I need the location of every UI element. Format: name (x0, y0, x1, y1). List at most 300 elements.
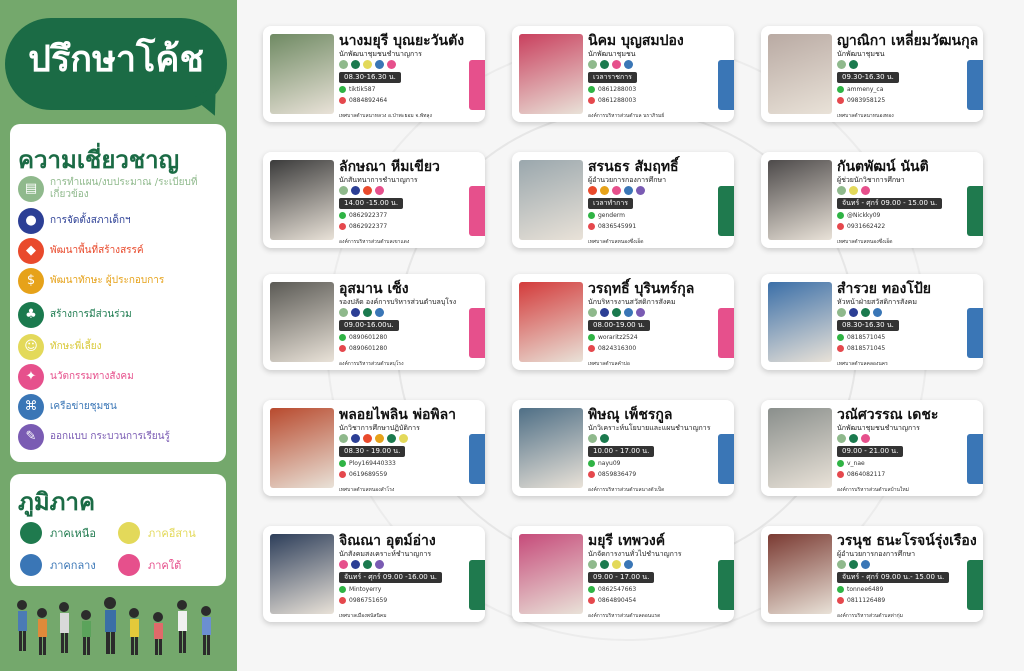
coin-icon: $ (18, 268, 44, 294)
skill-icon (339, 186, 348, 195)
phone-contact[interactable] (339, 97, 387, 104)
coach-organization: เทศบาลตำบลหนองซึ่งเอ็ด (588, 239, 644, 245)
space-icon: ◆ (18, 238, 44, 264)
coach-organization: เทศบาลเมืองพนัสนิคม (339, 613, 387, 619)
expertise-item (18, 364, 200, 390)
skill-icons (588, 560, 633, 569)
coach-photo (519, 282, 583, 362)
region-item (118, 554, 181, 576)
phone-number: 0864082117 (847, 471, 886, 478)
phone-icon (588, 471, 595, 478)
skill-icons (339, 434, 408, 443)
region-item (20, 522, 96, 544)
children-illustration (12, 593, 227, 665)
phone-number: 0862922377 (349, 223, 388, 230)
expertise-label: การจัดตั้งสภาเด็กฯ (50, 215, 131, 226)
region-item (118, 522, 196, 544)
line-contact[interactable] (339, 460, 396, 467)
expertise-legend (10, 124, 226, 462)
coach-card[interactable] (512, 526, 734, 622)
coach-grid (237, 0, 1024, 671)
coach-card[interactable] (512, 400, 734, 496)
phone-contact[interactable] (339, 471, 387, 478)
coach-organization: เทศบาลตำบลหนองซึ่งเอ็ด (837, 239, 893, 245)
phone-contact[interactable] (339, 597, 387, 604)
skill-icons (588, 186, 645, 195)
phone-number: 0824316300 (598, 345, 637, 352)
coach-position: นักบริหารงานสวัสดิการสังคม (588, 298, 676, 306)
skill-icons (837, 186, 870, 195)
coach-position: นักพัฒนาชุมชนชำนาญการ (339, 50, 422, 58)
phone-number: 0811126489 (847, 597, 886, 604)
phone-icon (837, 97, 844, 104)
coach-organization: องค์การบริหารส่วนตำบล นราภิรมย์ (588, 113, 665, 119)
phone-number: 0836545991 (598, 223, 637, 230)
phone-icon (837, 223, 844, 230)
skill-icon (849, 434, 858, 443)
skill-icons (837, 560, 870, 569)
office-hours: จันทร์ - ศุกร์ 09.00 -16.00 น. (339, 572, 442, 583)
coach-photo (768, 160, 832, 240)
line-id: 0818571045 (847, 334, 886, 341)
line-icon (339, 586, 346, 593)
region-dot-icon (20, 554, 42, 576)
phone-contact[interactable] (339, 223, 387, 230)
skill-icon (588, 60, 597, 69)
line-icon (588, 334, 595, 341)
coach-name: สรนธร สัมฤทธิ์ (588, 159, 679, 175)
skill-icons (339, 60, 396, 69)
expertise-label: พัฒนาทักษะ ผู้ประกอบการ (50, 275, 165, 286)
coach-photo (768, 282, 832, 362)
region-tab (469, 186, 485, 236)
coach-name: วรฤทธิ์ บุรินทร์กุล (588, 281, 695, 297)
region-label: ภาคกลาง (50, 559, 96, 572)
phone-icon (339, 223, 346, 230)
coach-card[interactable] (761, 26, 983, 122)
bulb-icon: ✦ (18, 364, 44, 390)
region-tab (967, 434, 983, 484)
office-hours: เวลาราชการ (588, 72, 637, 83)
phone-number: 0931662422 (847, 223, 886, 230)
office-hours: จันทร์ - ศุกร์ 09.00 น.- 15.00 น. (837, 572, 949, 583)
skill-icon (600, 186, 609, 195)
phone-contact[interactable] (837, 597, 885, 604)
coach-photo (270, 282, 334, 362)
coach-card[interactable] (512, 26, 734, 122)
coach-name: กันตพัฒน์ นันติ (837, 159, 929, 175)
region-tab (718, 186, 734, 236)
skill-icon (837, 186, 846, 195)
coach-card[interactable] (263, 526, 485, 622)
skill-icons (837, 60, 858, 69)
skill-icon (375, 434, 384, 443)
skill-icon (636, 186, 645, 195)
people-icon: ● (18, 208, 44, 234)
coach-organization: เทศบาลตำบลนาหนองทอง (837, 113, 894, 119)
region-dot-icon (20, 522, 42, 544)
skill-icon (588, 308, 597, 317)
line-id: v_nae (847, 460, 865, 467)
coach-organization: เทศบาลตำบลคลองนคร (837, 361, 888, 367)
line-contact[interactable] (588, 334, 638, 341)
skill-icons (339, 186, 384, 195)
line-icon (837, 460, 844, 467)
coach-card[interactable] (761, 400, 983, 496)
coach-position: นักสังคมสงเคราะห์ชำนาญการ (339, 550, 432, 558)
coach-card[interactable] (263, 274, 485, 370)
skill-icon (837, 60, 846, 69)
phone-contact[interactable] (837, 471, 885, 478)
coach-photo (270, 534, 334, 614)
line-contact[interactable] (837, 86, 883, 93)
coach-name: นิคม บุญสมปอง (588, 33, 684, 49)
skill-icon (351, 560, 360, 569)
coach-organization: เทศบาลตำบลคำบ่อ (588, 361, 630, 367)
line-contact[interactable] (588, 460, 620, 467)
phone-icon (339, 345, 346, 352)
skill-icons (339, 308, 384, 317)
coach-position: ผู้อำนวยการกองการศึกษา (588, 176, 666, 184)
skill-icon (588, 434, 597, 443)
coach-photo (768, 534, 832, 614)
skill-icon (339, 308, 348, 317)
line-contact[interactable] (837, 212, 880, 219)
region-tab (469, 560, 485, 610)
line-icon (837, 586, 844, 593)
coach-photo (519, 408, 583, 488)
phone-contact[interactable] (588, 223, 636, 230)
region-tab (718, 60, 734, 110)
region-tab (469, 434, 485, 484)
coach-organization: องค์การบริหารส่วนตำบลบ้านใหม่ (837, 487, 909, 493)
expertise-label: การทำแผน/งบประมาณ /ระเบียบที่เกี่ยวข้อง (50, 177, 198, 200)
region-tab (469, 60, 485, 110)
line-id: 0862922377 (349, 212, 388, 219)
skill-icon (624, 308, 633, 317)
office-hours: 09.00 - 21.00 น. (837, 446, 903, 457)
phone-icon (837, 345, 844, 352)
expertise-item (18, 334, 200, 360)
skill-icons (837, 308, 882, 317)
coach-organization: องค์การบริหารส่วนตำบลนางตัวเป็ด (588, 487, 665, 493)
skill-icon (588, 560, 597, 569)
line-contact[interactable] (837, 460, 865, 467)
coach-name: สำรวย ทองโป้ย (837, 281, 931, 297)
expertise-item (18, 176, 200, 202)
region-tab (469, 308, 485, 358)
line-id: 0861288003 (598, 86, 637, 93)
coach-name: จิณณา อุตม์อ่าง (339, 533, 436, 549)
phone-number: 0986751659 (349, 597, 388, 604)
skill-icon (624, 560, 633, 569)
skill-icon (849, 560, 858, 569)
coach-organization: เทศบาลตำบลนาหลวง อ.ป่าพะยอม จ.พัทลุง (339, 113, 432, 119)
coach-position: นักจัดการงานทั่วไปชำนาญการ (588, 550, 682, 558)
coach-name: วณัศวรรณ เดชะ (837, 407, 939, 423)
expertise-item (18, 302, 200, 328)
coach-organization: องค์การบริหารส่วนตำบลดอนแรด (588, 613, 661, 619)
expertise-label: พัฒนาพื้นที่สร้างสรรค์ (50, 245, 144, 256)
coach-position: หัวหน้าฝ่ายสวัสดิการสังคม (837, 298, 917, 306)
line-contact[interactable] (339, 334, 387, 341)
region-tab (718, 308, 734, 358)
line-contact[interactable] (339, 586, 381, 593)
skill-icon (351, 434, 360, 443)
line-icon (339, 334, 346, 341)
coach-photo (768, 34, 832, 114)
skill-icon (612, 186, 621, 195)
skill-icon (873, 308, 882, 317)
coach-photo (768, 408, 832, 488)
line-icon (588, 86, 595, 93)
line-contact[interactable] (837, 586, 883, 593)
coach-card[interactable] (761, 526, 983, 622)
group-icon: ♣ (18, 302, 44, 328)
design-icon: ✎ (18, 424, 44, 450)
coach-name: พิษณุ เพ็ชรกูล (588, 407, 673, 423)
skill-icon (363, 308, 372, 317)
region-item (20, 554, 96, 576)
sidebar (0, 0, 237, 671)
coach-position: นักพัฒนาชุมชน (588, 50, 636, 58)
skill-icon (387, 434, 396, 443)
coach-organization: องค์การบริหารส่วนตำบลท่ากุ่ม (837, 613, 903, 619)
network-icon: ⌘ (18, 394, 44, 420)
skill-icon (612, 60, 621, 69)
phone-contact[interactable] (837, 223, 885, 230)
skill-icon (363, 60, 372, 69)
region-label: ภาคอีสาน (148, 527, 196, 540)
skill-icon (612, 308, 621, 317)
line-icon (588, 212, 595, 219)
coach-organization: เทศบาลตำบลหนองสำโรง (339, 487, 395, 493)
line-id: ammeny_ca (847, 86, 884, 93)
office-hours: 14.00 -15.00 น. (339, 198, 403, 209)
coach-card[interactable] (263, 26, 485, 122)
expertise-label: ออกแบบ กระบวนการเรียนรู้ (50, 431, 170, 442)
line-icon (339, 212, 346, 219)
coach-name: มยุรี เทพวงค์ (588, 533, 666, 549)
skill-icon (861, 560, 870, 569)
phone-icon (339, 97, 346, 104)
region-legend (10, 474, 226, 586)
expertise-label: ทักษะพี่เลี้ยง (50, 341, 102, 352)
office-hours: 08.30-16.30 น. (837, 320, 899, 331)
phone-contact[interactable] (837, 345, 885, 352)
office-hours: 09.30-16.30 น. (837, 72, 899, 83)
skill-icon (837, 434, 846, 443)
skill-icon (849, 186, 858, 195)
phone-contact[interactable] (339, 345, 387, 352)
expertise-item (18, 268, 200, 294)
coach-position: นักพัฒนาชุมชน (837, 50, 885, 58)
expertise-item (18, 394, 200, 420)
line-icon (588, 586, 595, 593)
skill-icon (861, 434, 870, 443)
phone-icon (339, 471, 346, 478)
line-id: nayu09 (598, 460, 621, 467)
phone-number: 0890601280 (349, 345, 388, 352)
skill-icons (588, 60, 633, 69)
skill-icon (375, 308, 384, 317)
skill-icons (339, 560, 384, 569)
phone-number: 0619689559 (349, 471, 388, 478)
coach-card[interactable] (263, 152, 485, 248)
line-contact[interactable] (588, 86, 636, 93)
skill-icon (600, 308, 609, 317)
skill-icon (339, 560, 348, 569)
line-contact[interactable] (339, 212, 387, 219)
phone-number: 0864890454 (598, 597, 637, 604)
line-icon (837, 334, 844, 341)
expertise-item (18, 424, 200, 450)
office-hours: จันทร์ - ศุกร์ 09.00 - 15.00 น. (837, 198, 942, 209)
region-tab (967, 560, 983, 610)
office-hours: 10.00 - 17.00 น. (588, 446, 654, 457)
skill-icon (624, 186, 633, 195)
phone-number: 0983958125 (847, 97, 886, 104)
phone-icon (339, 597, 346, 604)
coach-photo (270, 160, 334, 240)
coach-photo (519, 160, 583, 240)
region-dot-icon (118, 554, 140, 576)
skill-icon (600, 560, 609, 569)
region-tab (967, 186, 983, 236)
expertise-title: ความเชี่ยวชาญ (18, 146, 180, 174)
skill-icon (837, 308, 846, 317)
line-icon (837, 86, 844, 93)
line-id: Mintoyerry (349, 586, 382, 593)
skill-icon (399, 434, 408, 443)
skill-icon (351, 186, 360, 195)
coach-position: นักสันทนาการชำนาญการ (339, 176, 418, 184)
skill-icon (351, 60, 360, 69)
line-id: 0890601280 (349, 334, 388, 341)
coach-photo (519, 534, 583, 614)
line-icon (339, 86, 346, 93)
coach-photo (519, 34, 583, 114)
skill-icon (861, 308, 870, 317)
phone-icon (588, 223, 595, 230)
coach-card[interactable] (761, 152, 983, 248)
skill-icon (351, 308, 360, 317)
coach-card[interactable] (512, 152, 734, 248)
line-contact[interactable] (588, 212, 625, 219)
skill-icon (375, 560, 384, 569)
coach-name: นางมยุรี บุณยะวันตัง (339, 33, 465, 49)
expertise-label: สร้างการมีส่วนร่วม (50, 309, 132, 320)
skill-icon (375, 186, 384, 195)
skill-icon (600, 60, 609, 69)
region-tab (718, 434, 734, 484)
line-contact[interactable] (837, 334, 885, 341)
skill-icon (861, 186, 870, 195)
office-hours: 08.30-16.30 น. (339, 72, 401, 83)
page-title: ปรึกษาโค้ช (28, 39, 204, 80)
skill-icon (600, 434, 609, 443)
skill-icons (588, 308, 645, 317)
coach-card[interactable] (263, 400, 485, 496)
line-contact[interactable] (339, 86, 375, 93)
line-contact[interactable] (588, 586, 636, 593)
coach-position: นักพัฒนาชุมชนชำนาญการ (837, 424, 920, 432)
region-title: ภูมิภาค (18, 488, 95, 516)
line-icon (339, 460, 346, 467)
skill-icon (387, 60, 396, 69)
phone-contact[interactable] (588, 345, 636, 352)
office-hours: เวลาทำการ (588, 198, 633, 209)
coach-name: ญาณิกา เหลี่ยมวัฒนกุล (837, 33, 979, 49)
skill-icon (849, 308, 858, 317)
office-hours: 09.00-16.00น. (339, 320, 399, 331)
region-dot-icon (118, 522, 140, 544)
skill-icons (588, 434, 609, 443)
skill-icon (339, 434, 348, 443)
document-icon: ▤ (18, 176, 44, 202)
line-id: genderm (598, 212, 626, 219)
coach-position: นักวิเคราะห์นโยบายและแผนชำนาญการ (588, 424, 711, 432)
expertise-label: เครือข่ายชุมชน (50, 401, 117, 412)
coach-name: พลอยไพลิน พ่อพิลา (339, 407, 457, 423)
phone-number: 0818571045 (847, 345, 886, 352)
phone-icon (837, 597, 844, 604)
phone-contact[interactable] (837, 97, 885, 104)
phone-contact[interactable] (588, 597, 636, 604)
coach-organization: องค์การบริหารส่วนตำบลบุโรง (339, 361, 404, 367)
line-icon (837, 212, 844, 219)
skill-icon (588, 186, 597, 195)
office-hours: 08.30 - 19.00 น. (339, 446, 405, 457)
phone-contact[interactable] (588, 471, 636, 478)
skill-icon (363, 560, 372, 569)
coach-position: รองปลัด องค์การบริหารส่วนตำบลบุโรง (339, 298, 457, 306)
skill-icon (636, 308, 645, 317)
phone-icon (588, 345, 595, 352)
coach-photo (270, 34, 334, 114)
coach-name: วรนุช ธนะโรจน์รุ่งเรือง (837, 533, 977, 549)
phone-contact[interactable] (588, 97, 636, 104)
coach-card[interactable] (761, 274, 983, 370)
phone-number: 0859836479 (598, 471, 637, 478)
line-id: tonnee6489 (847, 586, 884, 593)
skill-icon (624, 60, 633, 69)
phone-number: 0861288003 (598, 97, 637, 104)
office-hours: 08.00-19.00 น. (588, 320, 650, 331)
line-id: @Nickky09 (847, 212, 881, 219)
skill-icon (363, 186, 372, 195)
skill-icon (339, 60, 348, 69)
expertise-item (18, 238, 200, 264)
line-icon (588, 460, 595, 467)
skill-icon (837, 560, 846, 569)
coach-organization: องค์การบริหารส่วนตำบลเขาแดง (339, 239, 410, 245)
coach-position: ผู้ช่วยนักวิชาการศึกษา (837, 176, 905, 184)
coach-position: ผู้อำนวยการกองการศึกษา (837, 550, 915, 558)
coach-card[interactable] (512, 274, 734, 370)
skill-icon (849, 60, 858, 69)
line-id: Ploy169440333 (349, 460, 396, 467)
phone-number: 0884892464 (349, 97, 388, 104)
region-label: ภาคเหนือ (50, 527, 96, 540)
mentor-icon: ☺ (18, 334, 44, 360)
line-id: woraritz2524 (598, 334, 638, 341)
region-label: ภาคใต้ (148, 559, 182, 572)
phone-icon (588, 597, 595, 604)
office-hours: 09.00 - 17.00 น. (588, 572, 654, 583)
coach-position: นักวิชาการศึกษาปฏิบัติการ (339, 424, 420, 432)
skill-icon (363, 434, 372, 443)
